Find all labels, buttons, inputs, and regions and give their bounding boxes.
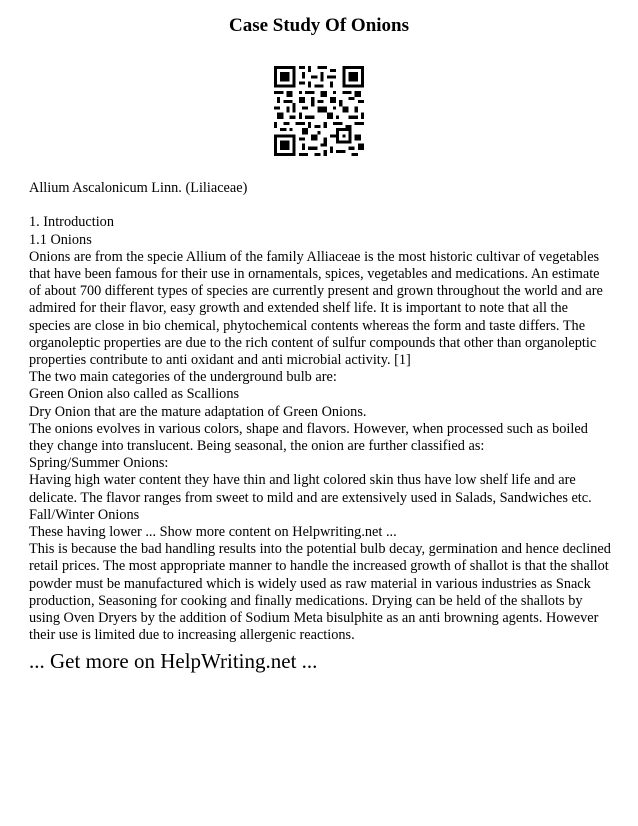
get-more-link[interactable]: ... Get more on HelpWriting.net ... — [29, 649, 318, 673]
show-more-line: These having lower ... Show more content on Helpwriting.net ... — [29, 524, 397, 541]
text-line: Green Onion also called as Scallions — [29, 386, 240, 403]
text-line: Spring/Summer Onions: — [29, 455, 169, 472]
paragraph: Onions are from the specie Allium of the family Alliaceae is the most historic cultivar of vegetables that have been famous for their use in ornamentals, spices, vegetables and medications. An estimate of about 700 different types of species are currently present and grown throughout the world and are admired for their flavor, easy growth and extended shelf life. It is important to note that all the species are close in bio chemical, phytochemical contents whereas the form and taste differs. The organoleptic properties are due to the rich content of sulfur compounds that other than organoleptic properties contribute to anti oxidant and anti microbial activity. [1] — [29, 248, 603, 369]
document-body — [29, 180, 611, 644]
qr-code — [274, 66, 364, 156]
text-line: Dry Onion that are the mature adaptation of Green Onions. — [29, 403, 367, 420]
paragraph: The onions evolves in various colors, shape and flavors. However, when processed such as boiled they change into translucent. Being seasonal, the onion are further classified as: — [29, 420, 588, 455]
paragraph-spacer — [29, 197, 611, 214]
text-line: The two main categories of the underground bulb are: — [29, 369, 337, 386]
paragraph: This is because the bad handling results into the potential bulb decay, germination and hence declined retail prices. The most appropriate manner to handle the increased growth of shallot is that the shallot powder must be manufactured which is widely used as raw material in various industries as Snack production, Seasoning for cooking and finally medications. Drying can be held of the shallots by using Oven Dryers by the addition of Sodium Meta bisulphite as an anti browning agents. However their use is limited due to increasing allergenic reactions. — [29, 541, 611, 644]
subtitle: Allium Ascalonicum Linn. (Liliaceae) — [29, 180, 248, 196]
page-title: Case Study Of Onions — [228, 15, 410, 36]
paragraph: Having high water content they have thin and light colored skin thus have low shelf life and are delicate. The flavor ranges from sweet to mild and are extensively used in Salads, Sandwiches etc. — [29, 472, 592, 506]
text-line: Fall/Winter Onions — [29, 506, 140, 523]
subsection-heading: 1.1 Onions — [29, 231, 92, 248]
section-heading: 1. Introduction — [29, 214, 114, 231]
